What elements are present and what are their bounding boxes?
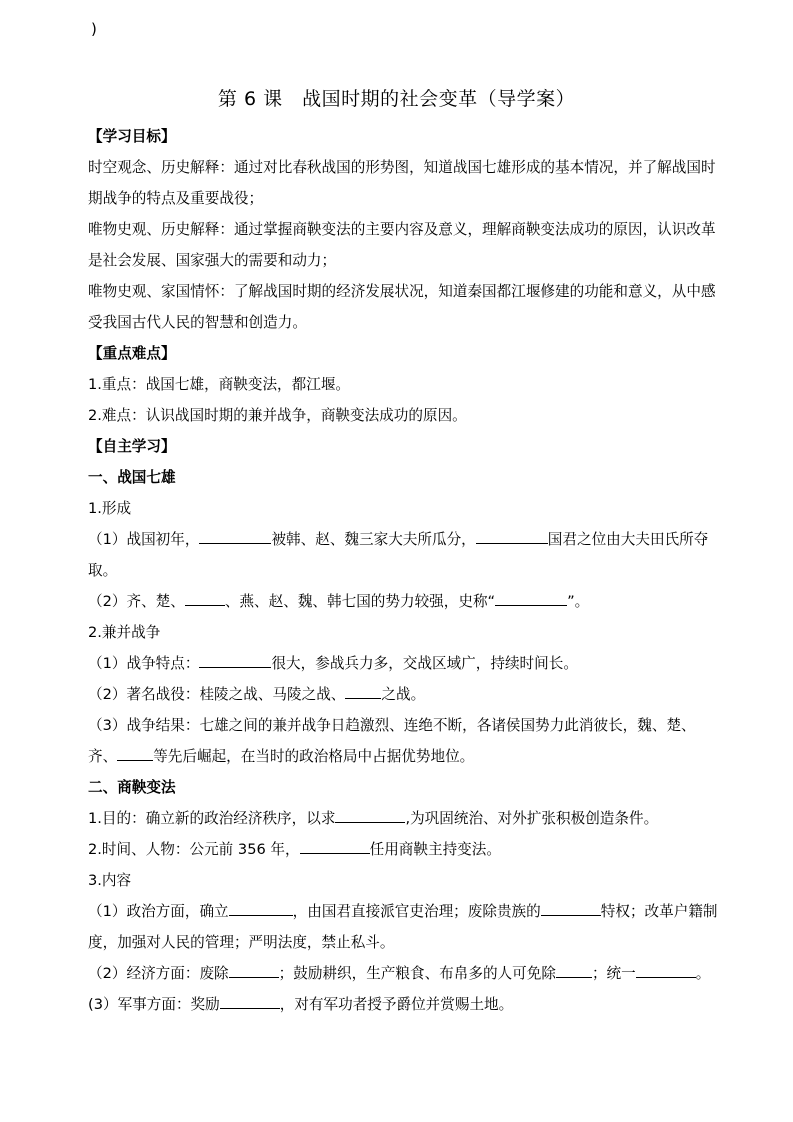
text: 任用商鞅主持变法。 xyxy=(369,841,501,858)
fill-blank[interactable] xyxy=(229,962,279,978)
text: 之战。 xyxy=(381,686,426,703)
text: （2）齐、楚、 xyxy=(88,593,185,610)
text: （2）著名战役：桂陵之战、马陵之战、 xyxy=(88,686,346,703)
text: 国君之位由大夫田氏所夺取。 xyxy=(88,531,709,579)
s2-time-person xyxy=(88,834,718,865)
text: ,为巩固统治、对外扩张积极创造条件。 xyxy=(405,810,659,827)
fill-blank[interactable] xyxy=(541,900,601,916)
text: ，对有军功者授予爵位并赏赐土地。 xyxy=(279,996,514,1013)
s2-content-title: 3.内容 xyxy=(88,872,132,889)
fill-blank[interactable] xyxy=(229,900,293,916)
s1-war-title: 2.兼并战争 xyxy=(88,624,161,641)
s1-war-item-3 xyxy=(88,710,718,772)
s1-war-item-2 xyxy=(88,679,718,710)
s2-content-economic xyxy=(88,958,718,989)
text: 等先后崛起，在当时的政治格局中占据优势地位。 xyxy=(153,748,475,765)
fill-blank[interactable] xyxy=(345,683,381,699)
fill-blank[interactable] xyxy=(335,807,405,823)
fill-blank[interactable] xyxy=(300,838,370,854)
goals-heading: 【学习目标】 xyxy=(88,128,176,145)
text: 。 xyxy=(695,965,711,982)
text: （1）政治方面，确立 xyxy=(88,903,229,920)
key-point: 1.重点：战国七雄，商鞅变法，都江堰。 xyxy=(88,376,351,393)
text: 很大，参战兵力多，交战区域广，持续时间长。 xyxy=(271,655,578,672)
text: 、燕、赵、魏、韩七国的势力较强，史称“ xyxy=(224,593,496,610)
text: 被韩、赵、魏三家大夫所瓜分， xyxy=(271,531,476,548)
fill-blank[interactable] xyxy=(220,993,280,1009)
goals-paragraph-1: 时空观念、历史解释：通过对比春秋战国的形势图，知道战国七雄形成的基本情况，并了解战国时期战争的特点及重要战役； xyxy=(88,159,716,207)
section-1-title: 一、战国七雄 xyxy=(88,469,176,486)
fill-blank[interactable] xyxy=(185,590,225,606)
s2-content-military xyxy=(88,989,718,1020)
stray-mark: ) xyxy=(91,20,97,38)
fill-blank[interactable] xyxy=(636,962,696,978)
text: ，由国君直接派官吏治理；废除贵族的 xyxy=(292,903,541,920)
s1-formation-title: 1.形成 xyxy=(88,500,132,517)
difficult-point: 2.难点：认识战国时期的兼并战争，商鞅变法成功的原因。 xyxy=(88,407,467,424)
fill-blank[interactable] xyxy=(199,528,271,544)
section-2-title: 二、商鞅变法 xyxy=(88,779,176,796)
s1-formation-item-1 xyxy=(88,524,718,586)
text: 1.目的：确立新的政治经济秩序，以求 xyxy=(88,810,336,827)
fill-blank[interactable] xyxy=(556,962,592,978)
text: 2.时间、人物：公元前 356 年， xyxy=(88,841,300,858)
text: ；鼓励耕织，生产粮食、布帛多的人可免除 xyxy=(278,965,556,982)
fill-blank[interactable] xyxy=(117,745,153,761)
text: 特权；改革户籍制度，加强对人民的管理；严明法度，禁止私斗。 xyxy=(88,903,718,951)
text: （3）战争结果：七雄之间的兼并战争日趋激烈、连绝不断，各诸侯国势力此消彼长，魏、楚、齐、 xyxy=(88,717,696,765)
s2-content-political xyxy=(88,896,718,958)
text: ”。 xyxy=(567,593,590,610)
s1-formation-item-2 xyxy=(88,586,718,617)
goals-paragraph-3: 唯物史观、家国情怀：了解战国时期的经济发展状况，知道秦国都江堰修建的功能和意义，从中感受我国古代人民的智慧和创造力。 xyxy=(88,283,716,331)
fill-blank[interactable] xyxy=(476,528,548,544)
goals-paragraph-2: 唯物史观、历史解释：通过掌握商鞅变法的主要内容及意义，理解商鞅变法成功的原因，认识改革是社会发展、国家强大的需要和动力； xyxy=(88,221,716,269)
text: （2）经济方面：废除 xyxy=(88,965,229,982)
key-heading: 【重点难点】 xyxy=(88,345,176,362)
text: （1）战争特点： xyxy=(88,655,200,672)
document-body xyxy=(88,121,718,1020)
s1-war-item-1 xyxy=(88,648,718,679)
text: （1）战国初年， xyxy=(88,531,200,548)
s2-purpose xyxy=(88,803,718,834)
fill-blank[interactable] xyxy=(495,590,567,606)
fill-blank[interactable] xyxy=(199,652,271,668)
text: (3）军事方面：奖励 xyxy=(88,996,220,1013)
text: ；统一 xyxy=(591,965,636,982)
self-study-heading: 【自主学习】 xyxy=(88,438,176,455)
page-title: 第 6 课 战国时期的社会变革（导学案） xyxy=(217,88,576,110)
